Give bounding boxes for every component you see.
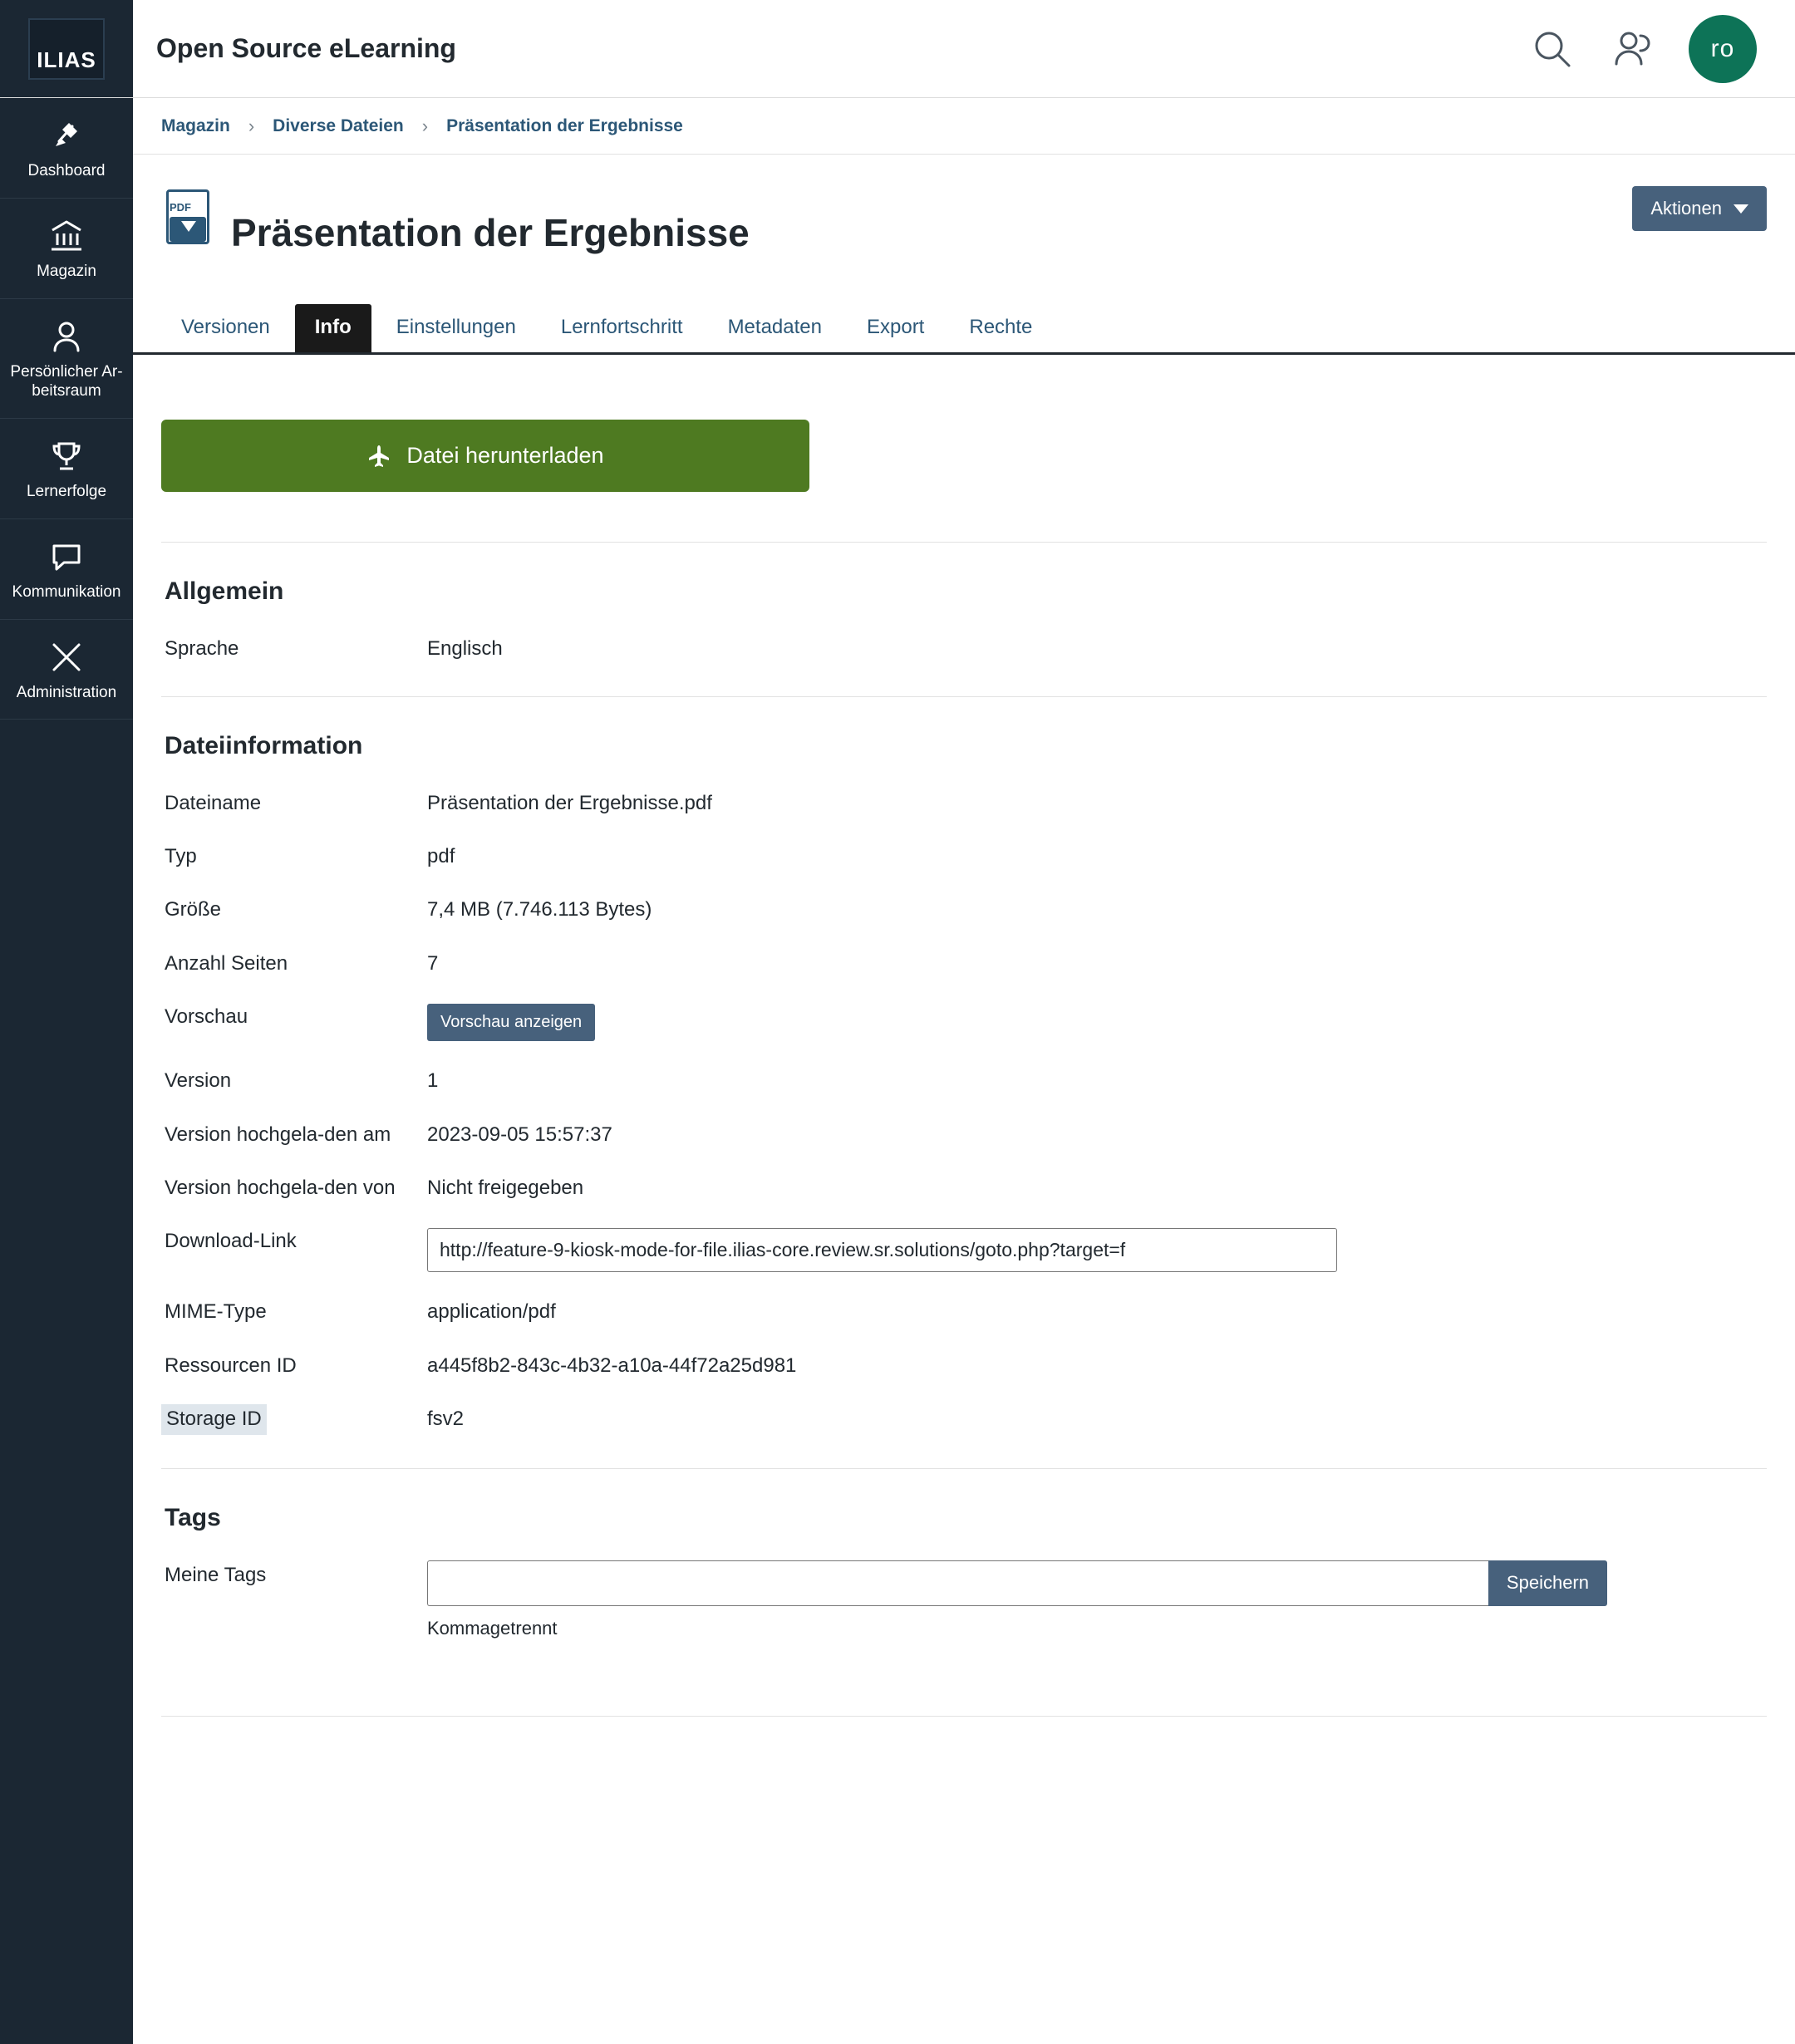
- header-actions: [1526, 0, 1795, 97]
- row-label: Sprache: [165, 637, 239, 661]
- tools-icon: [5, 638, 128, 676]
- tab-lernfortschritt[interactable]: Lernfortschritt: [560, 316, 683, 339]
- row-value: 1: [427, 1069, 439, 1093]
- row-groesse: [161, 895, 1767, 923]
- section-title-allgemein: Allgemein: [165, 577, 284, 606]
- row-value: pdf: [427, 845, 455, 867]
- sidebar-item-administration[interactable]: [0, 620, 133, 720]
- sidebar-item-label: Magazin: [37, 262, 96, 280]
- section-tags: [161, 1469, 1767, 1747]
- row-label: Größe: [165, 898, 222, 921]
- row-ressourcen-id: [161, 1351, 1767, 1379]
- sidebar-item-magazin[interactable]: [0, 199, 133, 299]
- section-dateiinformation: [161, 697, 1767, 1469]
- tab-info[interactable]: Info: [295, 304, 371, 352]
- row-value: 7: [427, 951, 439, 975]
- aktionen-button[interactable]: [1632, 186, 1767, 231]
- tab-rechte[interactable]: Rechte: [969, 316, 1033, 339]
- pdf-file-icon-label: PDF: [170, 201, 191, 214]
- sidebar-item-persoenlicher-arbeitsraum[interactable]: [0, 299, 133, 420]
- bottom-divider: [161, 1716, 1767, 1717]
- row-typ: [161, 842, 1767, 870]
- tab-bar: [133, 279, 1795, 355]
- section-allgemein: [161, 543, 1767, 696]
- avatar-initials: ro: [1710, 34, 1735, 62]
- row-label: Version hochgela-den am: [165, 1123, 391, 1146]
- ilias-logo[interactable]: [0, 0, 133, 97]
- speech-bubble-icon: [5, 538, 128, 576]
- row-meine-tags: [161, 1560, 1767, 1639]
- tab-metadaten[interactable]: Metadaten: [727, 316, 822, 339]
- row-storage-id: [161, 1404, 1767, 1434]
- tab-versionen[interactable]: Versionen: [181, 316, 270, 339]
- breadcrumb-separator-icon: ›: [248, 115, 255, 136]
- row-label: Vorschau: [165, 1005, 248, 1029]
- chevron-down-icon: [1734, 204, 1748, 214]
- logo-frame: [28, 18, 105, 80]
- avatar[interactable]: [1689, 15, 1757, 83]
- section-title-dateiinformation: Dateiinformation: [165, 731, 363, 759]
- info-panel: [133, 355, 1795, 2044]
- row-label: Download-Link: [165, 1230, 297, 1253]
- row-mime-type: [161, 1297, 1767, 1325]
- row-label: Version: [165, 1069, 232, 1093]
- tags-hint: Kommagetrennt: [427, 1617, 558, 1639]
- row-version: [161, 1066, 1767, 1094]
- person-icon: [5, 317, 128, 356]
- content-area: [133, 98, 1795, 2044]
- row-label: Version hochgela-den von: [165, 1176, 396, 1199]
- breadcrumb-item-diverse-dateien[interactable]: Diverse Dateien: [273, 115, 404, 135]
- row-label: Dateiname: [165, 791, 262, 814]
- breadcrumb: [133, 98, 1795, 155]
- section-title-tags: Tags: [165, 1503, 221, 1531]
- pdf-file-icon: [161, 189, 213, 251]
- download-link-input[interactable]: [427, 1228, 1337, 1272]
- row-label: MIME-Type: [165, 1300, 267, 1324]
- row-value: Präsentation der Ergebnisse.pdf: [427, 791, 712, 814]
- row-sprache: [161, 634, 1767, 662]
- row-version-hochgeladen-am: [161, 1120, 1767, 1148]
- sidebar-item-lernerfolge[interactable]: [0, 419, 133, 519]
- row-version-hochgeladen-von: [161, 1173, 1767, 1201]
- tags-input[interactable]: [427, 1560, 1488, 1606]
- top-header: [0, 0, 1795, 98]
- aktionen-button-label: Aktionen: [1650, 198, 1722, 219]
- trophy-icon: [5, 437, 128, 475]
- tab-export[interactable]: Export: [866, 316, 925, 339]
- sidebar-item-label: Lernerfolge: [26, 483, 107, 500]
- download-button-label: Datei herunterladen: [406, 443, 604, 469]
- sidebar-item-dashboard[interactable]: [0, 98, 133, 199]
- row-label: Meine Tags: [165, 1563, 267, 1586]
- row-label: Ressourcen ID: [165, 1354, 297, 1377]
- row-vorschau: [161, 1002, 1767, 1041]
- logo-text: ILIAS: [37, 47, 96, 72]
- page-title: Präsentation der Ergebnisse: [231, 210, 750, 254]
- sidebar-item-label: Kommunikation: [12, 582, 121, 601]
- body-wrapper: [0, 98, 1795, 2044]
- row-value: application/pdf: [427, 1300, 556, 1324]
- row-label: Storage ID: [161, 1404, 267, 1434]
- breadcrumb-item-magazin[interactable]: Magazin: [161, 115, 230, 135]
- row-value: fsv2: [427, 1408, 465, 1431]
- download-section: [161, 355, 1767, 543]
- sidebar-item-kommunikation[interactable]: [0, 519, 133, 620]
- breadcrumb-separator-icon: ›: [421, 115, 429, 136]
- vorschau-anzeigen-button[interactable]: Vorschau anzeigen: [427, 1004, 595, 1041]
- tab-einstellungen[interactable]: Einstellungen: [396, 316, 516, 339]
- datei-herunterladen-button[interactable]: [161, 420, 809, 492]
- page-header: [133, 155, 1795, 279]
- brand-title: Open Source eLearning: [156, 33, 456, 63]
- download-plane-icon: [366, 444, 391, 469]
- row-value: Englisch: [427, 637, 503, 661]
- speichern-button[interactable]: Speichern: [1488, 1560, 1607, 1606]
- tags-field-group: [427, 1560, 1607, 1606]
- row-value: 2023-09-05 15:57:37: [427, 1123, 612, 1146]
- row-value: Nicht freigegeben: [427, 1176, 584, 1199]
- users-icon[interactable]: [1607, 22, 1660, 76]
- sidebar-item-label: Dashboard: [27, 162, 106, 179]
- dashboard-icon: [5, 116, 128, 155]
- row-value: a445f8b2-843c-4b32-a10a-44f72a25d981: [427, 1354, 797, 1377]
- sidebar-item-label: Administration: [16, 683, 117, 701]
- row-label: Anzahl Seiten: [165, 951, 288, 975]
- sidebar-item-label: Persönlicher Ar-beitsraum: [10, 362, 123, 400]
- row-download-link: [161, 1226, 1767, 1272]
- bank-icon: [5, 217, 128, 255]
- row-dateiname: [161, 789, 1767, 817]
- breadcrumb-item-current[interactable]: Präsentation der Ergebnisse: [446, 115, 683, 135]
- row-label: Typ: [165, 845, 197, 867]
- row-value: 7,4 MB (7.746.113 Bytes): [427, 898, 652, 921]
- main-navigation: [0, 98, 133, 2044]
- search-icon[interactable]: [1526, 22, 1579, 76]
- row-anzahl-seiten: [161, 949, 1767, 977]
